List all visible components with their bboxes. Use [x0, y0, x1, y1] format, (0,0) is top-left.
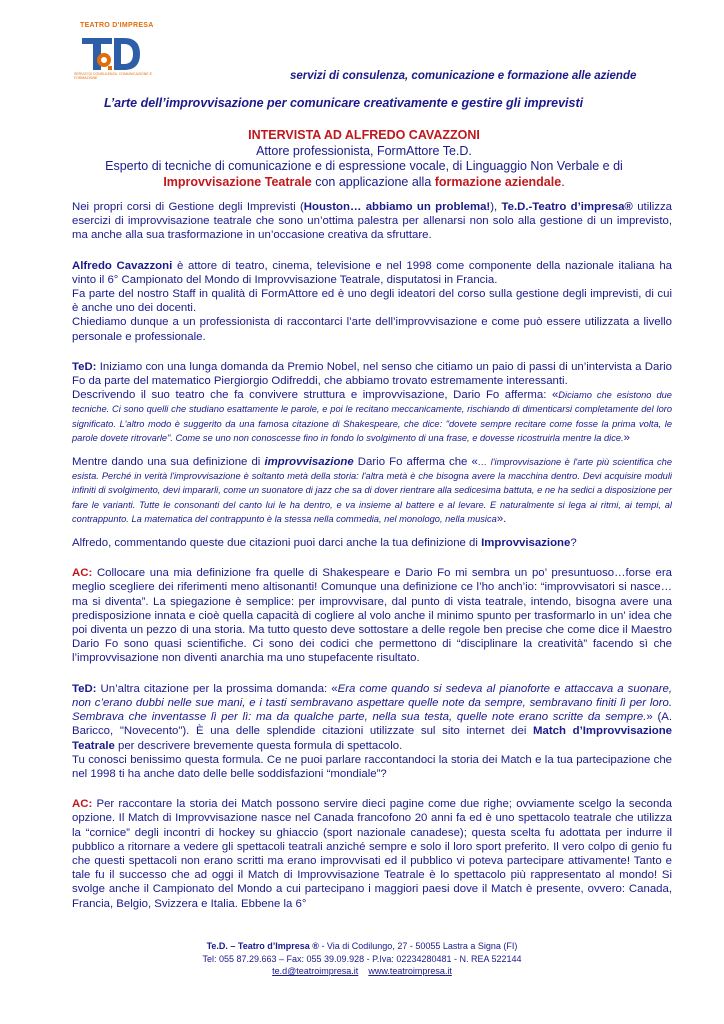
footer-address	[100, 940, 624, 953]
logo-subtitle: SERVIZI DI CONSULENZA, COMUNICAZIONE E FORMAZIONE	[74, 72, 152, 80]
footer-contacts: Tel: 055 87.29.663 – Fax: 055 39.09.928 - P.Iva: 02234280481 - N. REA 522144	[202, 953, 522, 964]
footer-company: Te.D. – Teatro d’Impresa ®	[206, 941, 319, 951]
footer-address-text: - Via di Codilungo, 27 - 50055 Lastra a Signa (FI)	[318, 941, 518, 951]
answer-1: AC: Collocare una mia definizione fra quelle di Shakespeare e Dario Fo mi sembra un po’ presuntuoso…forse era meglio scegliere dei riferimenti meno altisonanti! Comunque una definizione ce l’ho anch’io: “improvvisatori si nasce…ma si diventa”. La spiegazione è semplice: per improvvisare, dal punto di vista teatrale, intendo, bisogna avere una predisposizione innata e cioè quella capacità di cogliere al volo anche il minimo spunto per trasformarlo in un’ idea che poi diventa un pezzo di una storia. Ma tutto questo deve sottostare a delle regole ben precise che come dice il Maestro Dario Fo sono quasi scientifiche. Ci sono dei codici che permettono di “disciplinare la creatività” facendo sì che l’improvvisazione non diventi anarchia ma uno stupefacente risultato.	[72, 567, 672, 665]
logo-title: TEATRO D'IMPRESA	[80, 22, 154, 29]
footer-links	[100, 965, 624, 978]
page-title: L’arte dell’improvvisazione per comunicare creativamente e gestire gli imprevisti	[104, 96, 584, 110]
page-footer	[100, 940, 624, 978]
interview-title: INTERVISTA AD ALFREDO CAVAZZONI	[248, 128, 480, 142]
bio-paragraph: Alfredo Cavazzoni è attore di teatro, cinema, televisione e nel 1998 come componente della nazionale italiana ha vinto il 6° Campionato del Mondo di Improvvisazione Teatrale, disputatosi in Francia. Fa parte del nostro Staff in qualità di FormAttore ed è uno degli ideatori del corso sulla gestione degli imprevisti, di cui è anche uno dei docenti. Chiediamo dunque a un professionista di raccontarci l’arte dell’improvvisazione e come può essere utilizzata a livello personale e professionale.	[72, 259, 672, 343]
website-link[interactable]: www.teatroimpresa.it	[368, 966, 452, 976]
interviewee-expertise	[72, 159, 656, 190]
expertise-text: .	[561, 174, 565, 189]
expertise-text: con applicazione alla	[311, 174, 435, 189]
email-link[interactable]: te.d@teatroimpresa.it	[272, 966, 359, 976]
interview-header	[72, 128, 656, 190]
interviewee-role: Attore professionista, FormAttore Te.D.	[256, 143, 472, 158]
company-logo	[74, 22, 154, 82]
expertise-highlight: Improvvisazione Teatrale	[163, 174, 312, 189]
question-2: TeD: Un’altra citazione per la prossima domanda: «Era come quando si sedeva al pianoforte e attaccava a suonare, non c’erano dubbi nelle sue mani, e i tasti sembravano aspettare quelle note da sempre, sembravano finiti lì per loro. Sembrava che inventasse lì per lì: ma da qualche parte, nella sua testa, quelle note erano scritte da sempre.» (A. Baricco, "Novecento"). È una delle splendide citazioni utilizzate sul sito internet dei Match d’Improvvisazione Teatrale per descrivere brevemente questa formula di spettacolo. Tu conosci benissimo questa formula. Ce ne puoi parlare raccontandoci la storia dei Match e la tua partecipazione che nel 1998 ti ha anche dato delle belle soddisfazioni “mondiale”?	[72, 682, 673, 780]
intro-paragraph: Nei propri corsi di Gestione degli Imprevisti (Houston… abbiamo un problema!), Te.D.-Teatro d’impresa® utilizza esercizi di improvvisazione teatrale che sono un’ottima palestra per allenarsi non solo alla gestione di un imprevisto, ma anche alla sua trasformazione in un’occasione creativa da sfruttare.	[72, 201, 673, 242]
question-1-closing: Alfredo, commentando queste due citazioni puoi darci anche la tua definizione di Improvvisazione?	[72, 537, 577, 550]
tagline: servizi di consulenza, comunicazione e formazione alle aziende	[290, 70, 637, 82]
article-body	[72, 200, 672, 921]
quote-paragraph: Mentre dando una sua definizione di improvvisazione Dario Fo afferma che «… l'improvvisazione è l'arte più scientifica che esista. Perché in verità l'improvvisazione è soltanto metà della storia: l'altra metà è che bisogna avere la macchina dentro. Devi acquisire moduli infiniti di svolgimento, devi impararli, come un suonatore di jazz che sa di dover rientrare alla sedicesima battuta, e ne ha sedici a disposizione per fare le varianti. Tutte le consonanti del canto lui le ha dentro, e va insieme al battere e al levare. E naturalmente si lega ai ritmi, ai tempi, al contrappunto. La matematica del contrappunto è la stessa nella commedia, nel monologo, nella musica».	[72, 456, 672, 525]
expertise-text: Esperto di tecniche di comunicazione e di espressione vocale, di Linguaggio Non Verbale e di	[105, 159, 623, 173]
question-1: TeD: Iniziamo con una lunga domanda da Premio Nobel, nel senso che citiamo un paio di passi di un’intervista a Dario Fo da parte del matematico Piergiorgio Odifreddi, che abbiamo trovato estremamente interessanti. Descrivendo il suo teatro che fa convivere struttura e improvvisazione, Dario Fo afferma: «Diciamo che esistono due tecniche. Ci sono quelli che studiano esattamente le parole, e poi le recitano meccanicamente, rischiando di dimenticarsi completamente del loro significato. L'altro modo è suggerito da una famosa citazione di Shakespeare, che dice: "dovete sempre recitare come fosse la prima volta, le parole dovete ritrovarle". Come se uno non conoscesse fino in fondo lo svolgimento di una frase, e dovesse ricostruirla mentre la dice.»	[72, 360, 672, 444]
answer-2: AC: Per raccontare la storia dei Match possono servire dieci pagine come due righe; ovviamente scelgo la seconda opzione. Il Match di Improvvisazione nasce nel Canada francofono 20 anni fa ed è uno spettacolo teatrale che utilizza la “cornice” degli incontri di hockey su ghiaccio (sport nazionale canadese); questa scelta fu adottata per indurre il pubblico a ritornare a vedere gli spettacoli teatrali anziché sempre e solo il loro sport preferito. Il vero colpo di genio fu che questi spettacoli non erano scritti ma erano improvvisati ed il pubblico vi poteva partecipare attivamente! Tanto e tale fu il successo che ad oggi il Match di Improvvisazione Teatrale è lo spettacolo più rappresentato al mondo! Si svolge anche il Campionato del Mondo a cui partecipano i maggiori paesi dove il Match è presente, ovvero: Canada, Francia, Belgio, Svizzera e Italia. Ebbene la 6°	[72, 798, 672, 910]
expertise-highlight: formazione aziendale	[434, 174, 562, 189]
